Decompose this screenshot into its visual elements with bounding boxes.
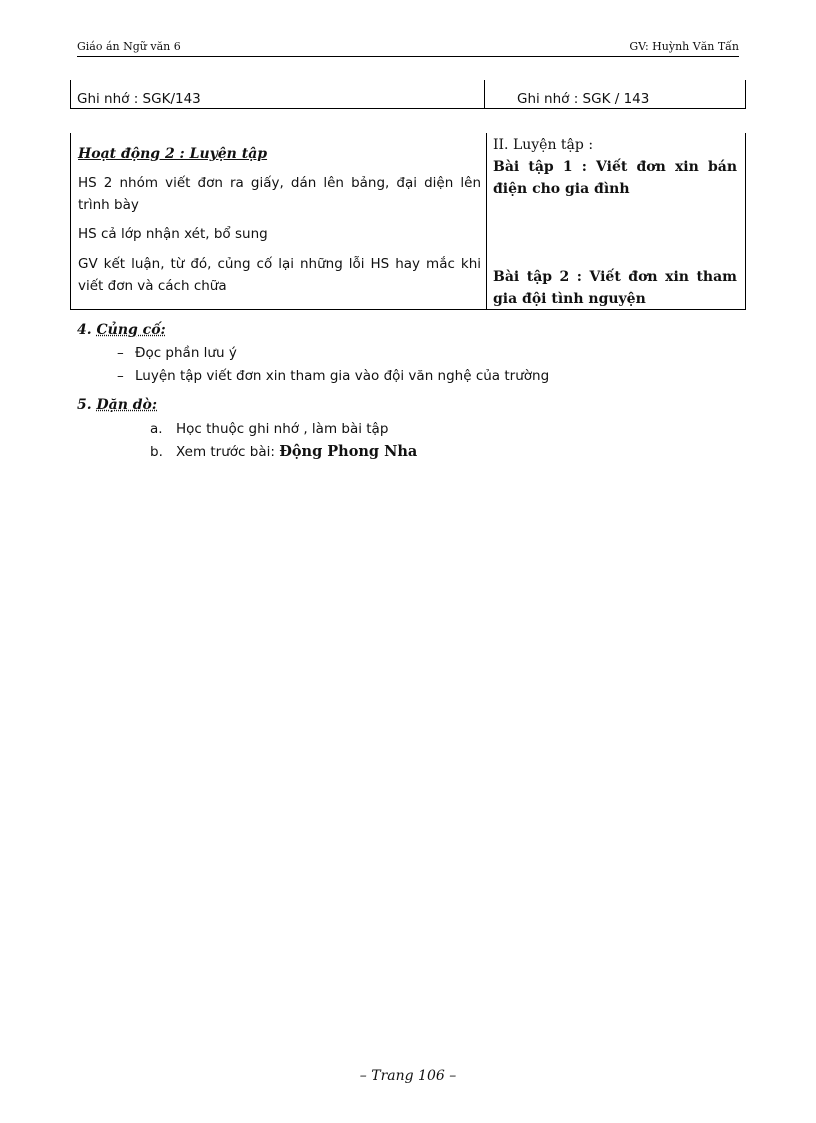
table-border — [745, 80, 746, 108]
lesson-title: Động Phong Nha — [279, 443, 418, 460]
list-item: a. Học thuộc ghi nhớ , làm bài tập — [150, 421, 389, 437]
header-teacher: GV: Huỳnh Văn Tấn — [629, 40, 739, 53]
page-number: – Trang 106 – — [359, 1068, 457, 1084]
exercise-2: Bài tập 2 : Viết đơn xin tham gia đội tình nguyện — [493, 269, 737, 307]
page-header — [77, 40, 739, 57]
section-5-title: Dặn dò: — [96, 397, 158, 413]
exercise-1: Bài tập 1 : Viết đơn xin bán điện cho gia đình — [493, 159, 737, 197]
section-4-title: Củng cố: — [96, 322, 166, 338]
activity-table — [70, 133, 746, 310]
activity-heading: Hoạt động 2 : Luyện tập — [78, 146, 268, 162]
memo-table — [70, 80, 746, 109]
section-5-heading: 5. Dặn dò: — [77, 397, 158, 413]
list-item: – Đọc phần lưu ý — [117, 345, 237, 361]
memo-left: Ghi nhớ : SGK/143 — [77, 91, 201, 107]
table-border — [486, 133, 487, 309]
activity-step-2: HS cả lớp nhận xét, bổ sung — [78, 226, 268, 242]
list-item: – Luyện tập viết đơn xin tham gia vào đội văn nghệ của trường — [117, 368, 550, 384]
activity-step-1: HS 2 nhóm viết đơn ra giấy, dán lên bảng, đại diện lên trình bày — [78, 175, 481, 213]
list-item: b. Xem trước bài: Động Phong Nha — [150, 443, 418, 460]
table-border — [70, 80, 71, 108]
table-border — [70, 133, 71, 309]
table-border — [484, 80, 485, 108]
header-subject: Giáo án Ngữ văn 6 — [77, 40, 181, 53]
section-4-heading: 4. Củng cố: — [77, 322, 166, 338]
activity-step-3: GV kết luận, từ đó, củng cố lại những lỗi HS hay mắc khi viết đơn và cách chữa — [78, 256, 481, 294]
memo-right: Ghi nhớ : SGK / 143 — [517, 91, 650, 107]
table-border — [745, 133, 746, 309]
practice-heading: II. Luyện tập : — [493, 137, 594, 153]
